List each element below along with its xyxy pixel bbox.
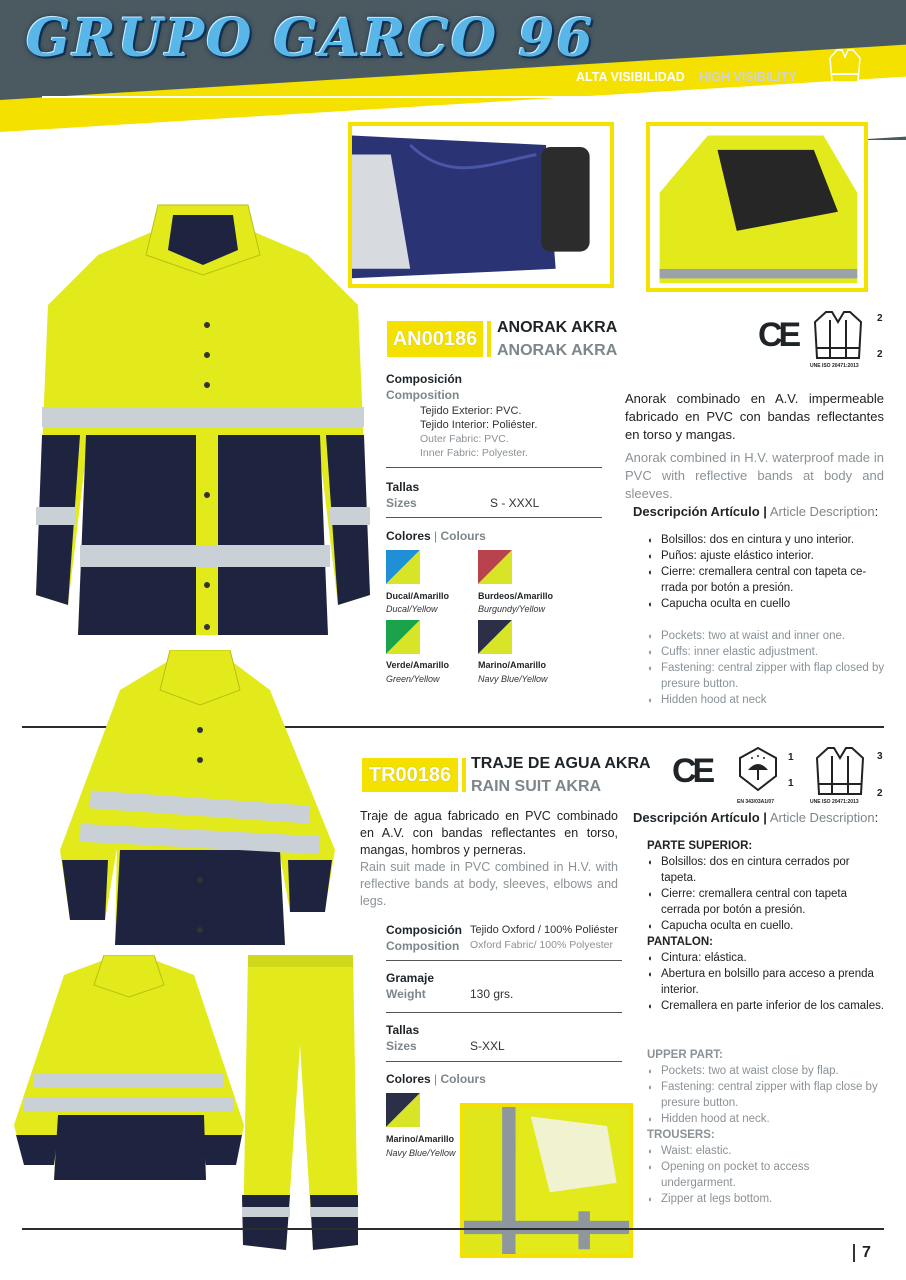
list-item: ◖ Abertura en bolsillo para acceso a prenda interior. bbox=[647, 966, 885, 998]
ce-mark-label: CE bbox=[758, 316, 798, 354]
sizes-value: S - XXXL bbox=[490, 496, 540, 510]
composition-inner-es: Tejido Interior: Poliéster. bbox=[420, 419, 538, 431]
list-item: ◖ Bolsillos: dos en cintura cerrados por tapeta. bbox=[647, 854, 885, 886]
composition-value-es: Tejido Oxford / 100% Poliéster bbox=[470, 924, 618, 936]
product-code-an00186: AN00186 bbox=[387, 321, 483, 357]
hv-class-bottom: 2 bbox=[877, 349, 883, 360]
composition-inner-en: Inner Fabric: Polyester. bbox=[420, 447, 528, 459]
divider bbox=[386, 517, 602, 518]
composition-label-es: Composición bbox=[386, 372, 463, 386]
product2-description-es: Traje de agua fabricado en PVC combinado en A.V. con bandas reflectantes en torso, mangas, hombros y perneras. bbox=[360, 809, 618, 857]
article-description-en: Article Description bbox=[769, 810, 875, 825]
ce-mark-label: CE bbox=[672, 752, 712, 790]
divider bbox=[386, 467, 602, 468]
sizes-label-en: Sizes bbox=[386, 496, 417, 510]
list-item: ◖ Opening on pocket to access undergarment. bbox=[647, 1159, 885, 1191]
list-item: ◖ Hidden hood at neck bbox=[647, 692, 885, 708]
product2-title-en: RAIN SUIT AKRA bbox=[471, 778, 602, 795]
colour-name-en: Green/Yellow bbox=[386, 674, 440, 684]
rain-class-top: 1 bbox=[788, 752, 794, 763]
list-heading: PARTE SUPERIOR: bbox=[647, 840, 753, 852]
colours-label-en: Colours bbox=[440, 529, 486, 543]
divider bbox=[386, 1012, 622, 1013]
sizes-label-es: Tallas bbox=[386, 480, 420, 494]
list-item: ◖ Hidden hood at neck. bbox=[647, 1111, 885, 1127]
hi-vis-vest-icon bbox=[828, 48, 862, 84]
list-item: ◖ Pockets: two at waist close by flap. bbox=[647, 1063, 885, 1079]
list-heading: TROUSERS: bbox=[647, 1129, 715, 1141]
category-en: HIGH VISIBILITY bbox=[698, 70, 797, 84]
hi-vis-standard-icon bbox=[814, 746, 866, 796]
list-item: ◖ Puños: ajuste elástico interior. bbox=[647, 548, 885, 564]
product1-title-es: ANORAK AKRA bbox=[497, 319, 618, 336]
colours-label-en: Colours bbox=[440, 1072, 486, 1086]
rain-class-bottom: 1 bbox=[788, 778, 794, 789]
product-code-tr00186: TR00186 bbox=[362, 758, 458, 792]
colours-separator: | bbox=[434, 1072, 438, 1086]
rain-trousers-photo bbox=[238, 955, 360, 1255]
colour-name-en: Burgundy/Yellow bbox=[478, 604, 546, 614]
colour-name-es: Burdeos/Amarillo bbox=[478, 591, 554, 601]
product1-description-en: Anorak combined in H.V. waterproof made in PVC with reflective bands at body and sleeves. bbox=[625, 450, 884, 501]
article-description-es: Descripción Artículo bbox=[633, 810, 760, 825]
product1-title-en: ANORAK AKRA bbox=[497, 342, 618, 359]
composition-value-en: Oxford Fabric/ 100% Polyester bbox=[470, 939, 613, 951]
colours-label-es: Colores bbox=[386, 1072, 431, 1086]
weight-label-es: Gramaje bbox=[386, 971, 435, 985]
list-item: ◖ Cintura: elástica. bbox=[647, 950, 885, 966]
hv-standard-caption: UNE ISO 20471:2013 bbox=[810, 799, 859, 805]
article-description-colon: : bbox=[874, 504, 879, 519]
colour-name-es: Marino/Amarillo bbox=[386, 1134, 455, 1144]
list-item: ◖ Cuffs: inner elastic adjustment. bbox=[647, 644, 885, 660]
list-item: ◖ Bolsillos: dos en cintura y uno interior. bbox=[647, 532, 885, 548]
product1-description-es: Anorak combinado en A.V. impermeable fabricado en PVC con bandas reflectantes en torso y mangas. bbox=[625, 391, 884, 442]
article-description-es: Descripción Artículo bbox=[633, 504, 760, 519]
colour-swatch bbox=[386, 550, 420, 584]
brand-logo: GRUPO GARCO 96 bbox=[26, 8, 595, 69]
colour-swatch bbox=[478, 550, 512, 584]
colour-name-en: Navy Blue/Yellow bbox=[478, 674, 548, 684]
hv-class-top: 3 bbox=[877, 751, 883, 762]
jacket-detail-photo bbox=[460, 1103, 633, 1258]
colour-swatch bbox=[386, 1093, 420, 1127]
hidden-hood-photo bbox=[646, 122, 868, 292]
list-item: ◖ Waist: elastic. bbox=[647, 1143, 885, 1159]
product1-features-en bbox=[647, 628, 885, 708]
composition-outer-es: Tejido Exterior: PVC. bbox=[420, 405, 522, 417]
list-heading: PANTALON: bbox=[647, 936, 714, 948]
hv-class-top: 2 bbox=[877, 313, 883, 324]
sleeve-cuff-photo bbox=[348, 122, 614, 288]
hv-standard-caption: UNE ISO 20471:2013 bbox=[810, 363, 859, 369]
list-item: ◖ Cierre: cremallera central con tapeta cerrada por botón a presión. bbox=[647, 886, 885, 918]
composition-label-en: Composition bbox=[386, 388, 460, 402]
list-item: ◖ Cierre: cremallera central con tapeta ce-rrada por botón a presión. bbox=[647, 564, 885, 596]
page-header bbox=[0, 0, 906, 140]
list-item: ◖ Fastening: central zipper with flap close by presure button. bbox=[647, 1079, 885, 1111]
colour-name-en: Ducal/Yellow bbox=[386, 604, 438, 614]
page-number-separator bbox=[853, 1244, 855, 1262]
weight-label-en: Weight bbox=[386, 987, 426, 1001]
rain-standard-caption: EN 343/03A1/07 bbox=[737, 799, 774, 805]
composition-label-es: Composición bbox=[386, 923, 463, 937]
category-separator: // bbox=[688, 70, 696, 84]
rain-jacket-photo bbox=[60, 650, 335, 950]
article-description-en: Article Description bbox=[769, 504, 875, 519]
colour-swatch bbox=[478, 620, 512, 654]
composition-outer-en: Outer Fabric: PVC. bbox=[420, 433, 509, 445]
list-item: ◖ Pockets: two at waist and inner one. bbox=[647, 628, 885, 644]
list-item: ◖ Fastening: central zipper with flap closed by presure button. bbox=[647, 660, 885, 692]
colour-name-es: Ducal/Amarillo bbox=[386, 591, 450, 601]
divider bbox=[386, 1061, 622, 1062]
divider bbox=[386, 960, 622, 961]
list-item: ◖ Zipper at legs bottom. bbox=[647, 1191, 885, 1207]
composition-label-en: Composition bbox=[386, 939, 460, 953]
hv-class-bottom: 2 bbox=[877, 788, 883, 799]
colours-label-es: Colores bbox=[386, 529, 431, 543]
article-description-colon: : bbox=[874, 810, 879, 825]
product2-features-en bbox=[647, 1047, 885, 1207]
product1-features-es bbox=[647, 532, 885, 612]
sizes-label-es: Tallas bbox=[386, 1023, 420, 1037]
article-description-sep: | bbox=[763, 810, 767, 825]
product2-title-es: TRAJE DE AGUA AKRA bbox=[471, 755, 651, 772]
footer-divider bbox=[22, 1228, 884, 1230]
category-label bbox=[576, 70, 797, 84]
sizes-value: S-XXL bbox=[470, 1039, 505, 1053]
colour-name-en: Navy Blue/Yellow bbox=[386, 1148, 456, 1158]
colours-label bbox=[386, 529, 486, 543]
product2-description-en: Rain suit made in PVC combined in H.V. with reflective bands at body, sleeves, elbows and legs. bbox=[360, 860, 618, 908]
list-item: ◖ Capucha oculta en cuello bbox=[647, 596, 885, 612]
anorak-photo bbox=[28, 195, 378, 645]
hi-vis-standard-icon bbox=[812, 310, 864, 360]
sizes-label-en: Sizes bbox=[386, 1039, 417, 1053]
colours-label bbox=[386, 1072, 486, 1086]
ce-mark-icon bbox=[672, 752, 712, 792]
category-es: ALTA VISIBILIDAD bbox=[576, 70, 685, 84]
list-item: ◖ Cremallera en parte inferior de los camales. bbox=[647, 998, 885, 1014]
product2-features-es bbox=[647, 838, 885, 1014]
page-number: 7 bbox=[862, 1244, 871, 1261]
list-item: ◖ Capucha oculta en cuello. bbox=[647, 918, 885, 934]
ce-mark-icon bbox=[758, 316, 798, 356]
article-description-heading bbox=[633, 504, 878, 519]
weight-value: 130 grs. bbox=[470, 987, 514, 1001]
list-heading: UPPER PART: bbox=[647, 1049, 723, 1061]
colour-name-es: Marino/Amarillo bbox=[478, 660, 547, 670]
rain-suit-jacket-photo bbox=[14, 955, 244, 1185]
colours-separator: | bbox=[434, 529, 438, 543]
header-divider bbox=[42, 96, 890, 98]
article-description-sep: | bbox=[763, 504, 767, 519]
colour-swatch bbox=[386, 620, 420, 654]
article-description-heading bbox=[633, 810, 878, 825]
colour-name-es: Verde/Amarillo bbox=[386, 660, 450, 670]
rain-protection-icon bbox=[738, 746, 778, 792]
